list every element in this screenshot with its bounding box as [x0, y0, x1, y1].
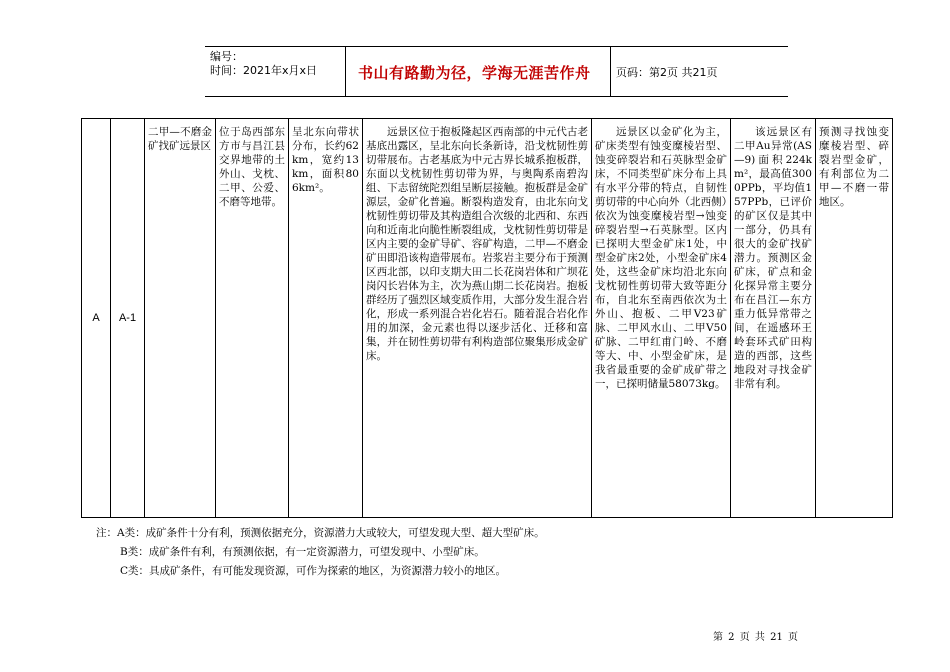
- geology-text: 远景区位于抱板隆起区西南部的中元代古老基底出露区，呈北东向长条新诗，沿戈枕韧性剪切带展布。古老基底为中元古界长城系抱板群，东面以戈枕韧性剪切带为界，与奥陶系南碧沟组、下志留统陀烈组呈断层接触。抱板群是金矿源层，金矿化普遍。断裂构造发育，由北东向戈枕韧性剪切带及其构造组合次级的北西和、东西向和近南北向脆性断裂组成，戈枕韧性剪切带是区内主要的金矿导矿、容矿构造，二甲—不磨金矿田即沿该构造带展布。岩浆岩主要分布于预测区西北部，以印支期大田二长花岗岩体和广坝花岗闪长岩体为主，次为燕山期二长花岗岩。抱板群经历了强烈区域变质作用，大部分发生混合岩化，形成一系列混合岩化岩石。随着混合岩化作用的加深，金元素也得以逐步活化、迁移和富集，并在韧性剪切带有利构造部位聚集形成金矿床。: [366, 126, 588, 362]
- table-row: [82, 119, 893, 518]
- header-top-rule: [205, 46, 788, 47]
- anomaly-text: 该远景区有二甲Au异常(AS—9)面积224km²，最高值3000PPb，平均值157PPb，已评价的矿区仅是其中一部分，仍具有很大的金矿找矿潜力。预测区金矿床，矿点和金化探异常主要分布在昌江—东方重力低异常带之间，在遥感环王岭套环式矿田构造的西部，这些地段对寻找金矿非常有利。: [734, 126, 812, 390]
- header-divider: [610, 46, 611, 96]
- category-cell: A: [82, 119, 111, 518]
- prospect-table: [81, 118, 893, 518]
- notes: [96, 524, 545, 581]
- number-label: 编号：: [210, 50, 243, 63]
- geology-cell: [363, 119, 592, 518]
- note-a: 注：A类：成矿条件十分有利，预测依据充分，资源潜力大或较大，可望发现大型、超大型矿床。: [96, 527, 545, 539]
- location-cell: 位于岛西部东方市与昌江县交界地带的土外山、戈枕、二甲、公爱、不磨等地带。: [216, 119, 289, 518]
- note-b: B类：成矿条件有利，有预测依据，有一定资源潜力，可望发现中、小型矿床。: [120, 546, 485, 558]
- area-name-cell: 二甲—不磨金矿找矿远景区: [145, 119, 216, 518]
- anomaly-cell: [731, 119, 816, 518]
- time-label: 时间：2021年x月x日: [210, 64, 318, 77]
- note-c: C类：具成矿条件，有可能发现资源，可作为探索的地区，为资源潜力较小的地区。: [120, 565, 507, 577]
- page-footer: 第 2 页 共 21 页: [713, 632, 798, 643]
- header-meta: [210, 50, 317, 78]
- mineralization-text: 远景区以金矿化为主，矿床类型有蚀变糜棱岩型、蚀变碎裂岩和石英脉型金矿床，不同类型矿床分布上具有水平分带的特点，自韧性剪切带的中心向外（北西侧）依次为蚀变糜棱岩型→蚀变碎裂岩型→石英脉型。区内已探明大型金矿床1处，中型金矿床2处，小型金矿床4处，这些金矿床均沿北东向戈枕韧性剪切带大致等距分布，自北东至南西依次为土外山、抱板、二甲V23矿脉、二甲风水山、二甲V50矿脉、二甲红甫门岭、不磨等大、中、小型金矿床，是我省最重要的金矿成矿带之一，已探明储量58073kg。: [595, 126, 727, 390]
- mineralization-cell: [592, 119, 731, 518]
- header-motto: 书山有路勤为径，学海无涯苦作舟: [358, 64, 591, 82]
- header-divider: [345, 46, 346, 96]
- header-bottom-rule: [205, 96, 788, 97]
- prediction-cell: 预测寻找蚀变糜棱岩型、碎裂岩型金矿，有利部位为二甲—不磨一带地区。: [816, 119, 893, 518]
- code-cell: A-1: [111, 119, 145, 518]
- header-page-info: 页码：第2页 共21页: [616, 66, 718, 79]
- distribution-cell: 呈北东向带状分布，长约62km，宽约13km，面积806km²。: [289, 119, 363, 518]
